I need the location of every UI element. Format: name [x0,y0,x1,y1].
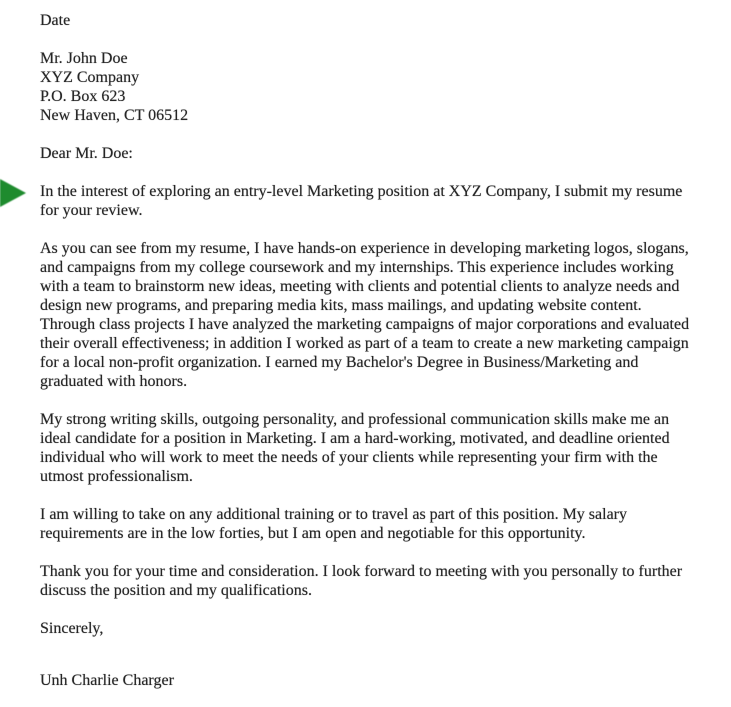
recipient-name: Mr. John Doe [40,50,128,67]
paragraph-skills: My strong writing skills, outgoing personality, and professional communication skills make me an ideal candidate for a position in Marketing. I am a hard-working, motivated, and deadline oriented individual who will work to meet the needs of your clients while representing your firm with the utmost professionalism. [40,411,670,485]
letter-body [40,11,698,690]
recipient-address [40,49,698,125]
signature-name: Unh Charlie Charger [40,672,174,689]
recipient-po-box: P.O. Box 623 [40,88,126,105]
date-line: Date [40,12,71,29]
paragraph-thanks: Thank you for your time and consideration. I look forward to meeting with you personally to further discuss the position and my qualifications. [40,563,683,599]
paragraph-experience: As you can see from my resume, I have hands-on experience in developing marketing logos, slogans, and campaigns from my college coursework and my internships. This experience includes working with a team to brainstorm new ideas, meeting with clients and potential clients to analyze needs and design new programs, and preparing media kits, mass mailings, and updating website content. Through class projects I have analyzed the marketing campaigns of major corporations and evaluated their overall effectiveness; in addition I worked as part of a team to create a new marketing campaign for a local non-profit organization. I earned my Bachelor's Degree in Business/Marketing and graduated with honors. [40,240,690,390]
salutation: Dear Mr. Doe: [40,145,133,162]
paragraph-opening: In the interest of exploring an entry-level Marketing position at XYZ Company, I submit my resume for your review. [40,183,683,219]
green-arrow-icon [0,179,26,207]
closing: Sincerely, [40,620,104,637]
paragraph-salary: I am willing to take on any additional training or to travel as part of this position. My salary requirements are in the low forties, but I am open and negotiable for this opportunity. [40,506,627,542]
recipient-city-state-zip: New Haven, CT 06512 [40,107,189,124]
recipient-company: XYZ Company [40,69,140,86]
